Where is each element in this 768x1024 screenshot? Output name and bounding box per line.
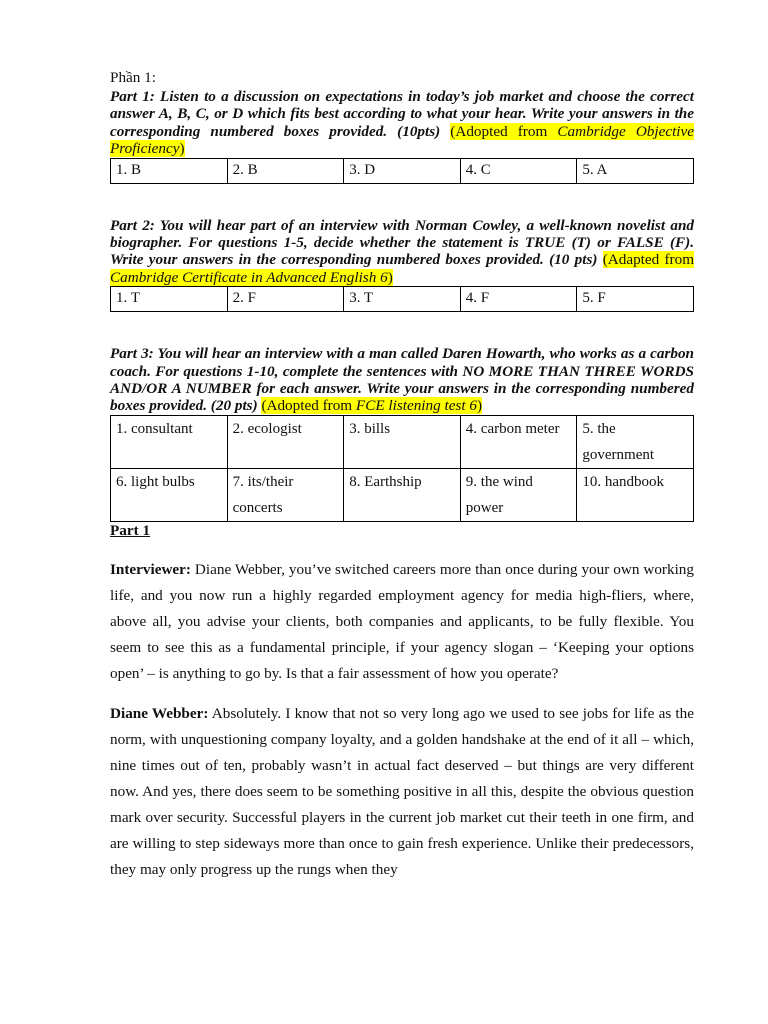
part3-source-prefix: (Adopted from bbox=[261, 397, 356, 415]
transcript-paragraph bbox=[110, 701, 694, 883]
part3-source bbox=[261, 397, 482, 414]
answer-cell: 5. the government bbox=[577, 415, 694, 468]
answer-cell: 2. ecologist bbox=[227, 415, 344, 468]
answer-cell: 2. B bbox=[227, 158, 344, 183]
answer-cell: 6. light bulbs bbox=[111, 468, 228, 521]
answer-cell: 1. consultant bbox=[111, 415, 228, 468]
spacer bbox=[110, 312, 694, 345]
part1-source-prefix: (Adopted from bbox=[450, 122, 558, 140]
spacer bbox=[110, 184, 694, 217]
speaker-name: Interviewer: bbox=[110, 560, 191, 578]
paragraph-text: Absolutely. I know that not so very long ago we used to see jobs for life as the norm, with unquestioning company loyalty, and a golden handshake at the end of it all – which, nine times out of ten, probably wasn’t in actual fact deserved – but things are very different now. And yes, there does seem to be something positive in all this, despite the obvious question mark over security. Successful players in the current job market cut their teeth in one firm, and are willing to step sideways more than once to gain fresh experience. Unlike their predecessors, they may only progress up the rungs when they bbox=[110, 704, 694, 878]
part2-source-suffix: ) bbox=[387, 268, 393, 286]
part3-instruction-text: Part 3: You will hear an interview with a man called Daren Howarth, who works as a carbon coach. For questions 1-10, complete the sentences with NO MORE THAN THREE WORDS AND/OR A NUMBER for each answer. Write your answers in the corresponding numbered boxes provided. (20 pts) bbox=[110, 345, 694, 415]
part2-instruction bbox=[110, 217, 694, 287]
part2-answer-table bbox=[110, 286, 694, 312]
transcript-title: Part 1 bbox=[110, 521, 151, 539]
answer-cell: 4. carbon meter bbox=[460, 415, 577, 468]
answer-cell: 7. its/their concerts bbox=[227, 468, 344, 521]
part1-source-title: Cambridge Objective Proficiency bbox=[110, 122, 694, 158]
part2-source-prefix: (Adapted from bbox=[602, 251, 695, 269]
document-content bbox=[110, 68, 694, 883]
part3-source-suffix: ) bbox=[477, 397, 483, 415]
answer-cell: 3. T bbox=[344, 287, 461, 312]
answer-cell: 8. Earthship bbox=[344, 468, 461, 521]
answer-cell: 3. D bbox=[344, 158, 461, 183]
speaker-name: Diane Webber: bbox=[110, 704, 209, 722]
spacer bbox=[110, 687, 694, 701]
section-label: Phần 1: bbox=[110, 69, 156, 86]
part2-instruction-text: Part 2: You will hear part of an interview with Norman Cowley, a well-known novelist and biographer. For questions 1-5, decide whether the statement is TRUE (T) or FALSE (F). Write your answers in the corresponding numbered boxes provided. (10 pts) bbox=[110, 216, 694, 269]
answer-cell: 9. the wind power bbox=[460, 468, 577, 521]
answer-cell: 5. A bbox=[577, 158, 694, 183]
answer-cell: 4. C bbox=[460, 158, 577, 183]
part3-answer-table bbox=[110, 415, 694, 522]
part2-source-title: Cambridge Certificate in Advanced English 6 bbox=[110, 268, 388, 286]
transcript-paragraph bbox=[110, 557, 694, 687]
table-row bbox=[111, 158, 694, 183]
paragraph-text: Diane Webber, you’ve switched careers more than once during your own working life, and you now run a highly regarded employment agency for media high-fliers, where, above all, you advise your clients, both companies and applicants, to be fully flexible. You seem to see this as a fundamental principle, if your agency slogan – ‘Keeping your options open’ – is anything to go by. Is that a fair assessment of how you operate? bbox=[110, 560, 694, 682]
spacer bbox=[110, 540, 694, 557]
table-row bbox=[111, 415, 694, 468]
part1-instruction bbox=[110, 88, 694, 158]
part3-source-title: FCE listening test 6 bbox=[355, 397, 477, 415]
answer-cell: 2. F bbox=[227, 287, 344, 312]
table-row bbox=[111, 468, 694, 521]
answer-cell: 4. F bbox=[460, 287, 577, 312]
answer-cell: 5. F bbox=[577, 287, 694, 312]
part1-instruction-text: Part 1: Listen to a discussion on expectations in today’s job market and choose the correct answer A, B, C, or D which fits best according to what your hear. Write your answers in the corresponding numbered boxes provided. (10pts) bbox=[110, 88, 694, 140]
part3-instruction bbox=[110, 345, 694, 415]
part1-source-suffix: ) bbox=[179, 140, 185, 158]
answer-cell: 1. T bbox=[111, 287, 228, 312]
answer-cell: 1. B bbox=[111, 158, 228, 183]
part1-answer-table bbox=[110, 158, 694, 184]
answer-cell: 3. bills bbox=[344, 415, 461, 468]
table-row bbox=[111, 287, 694, 312]
answer-cell: 10. handbook bbox=[577, 468, 694, 521]
